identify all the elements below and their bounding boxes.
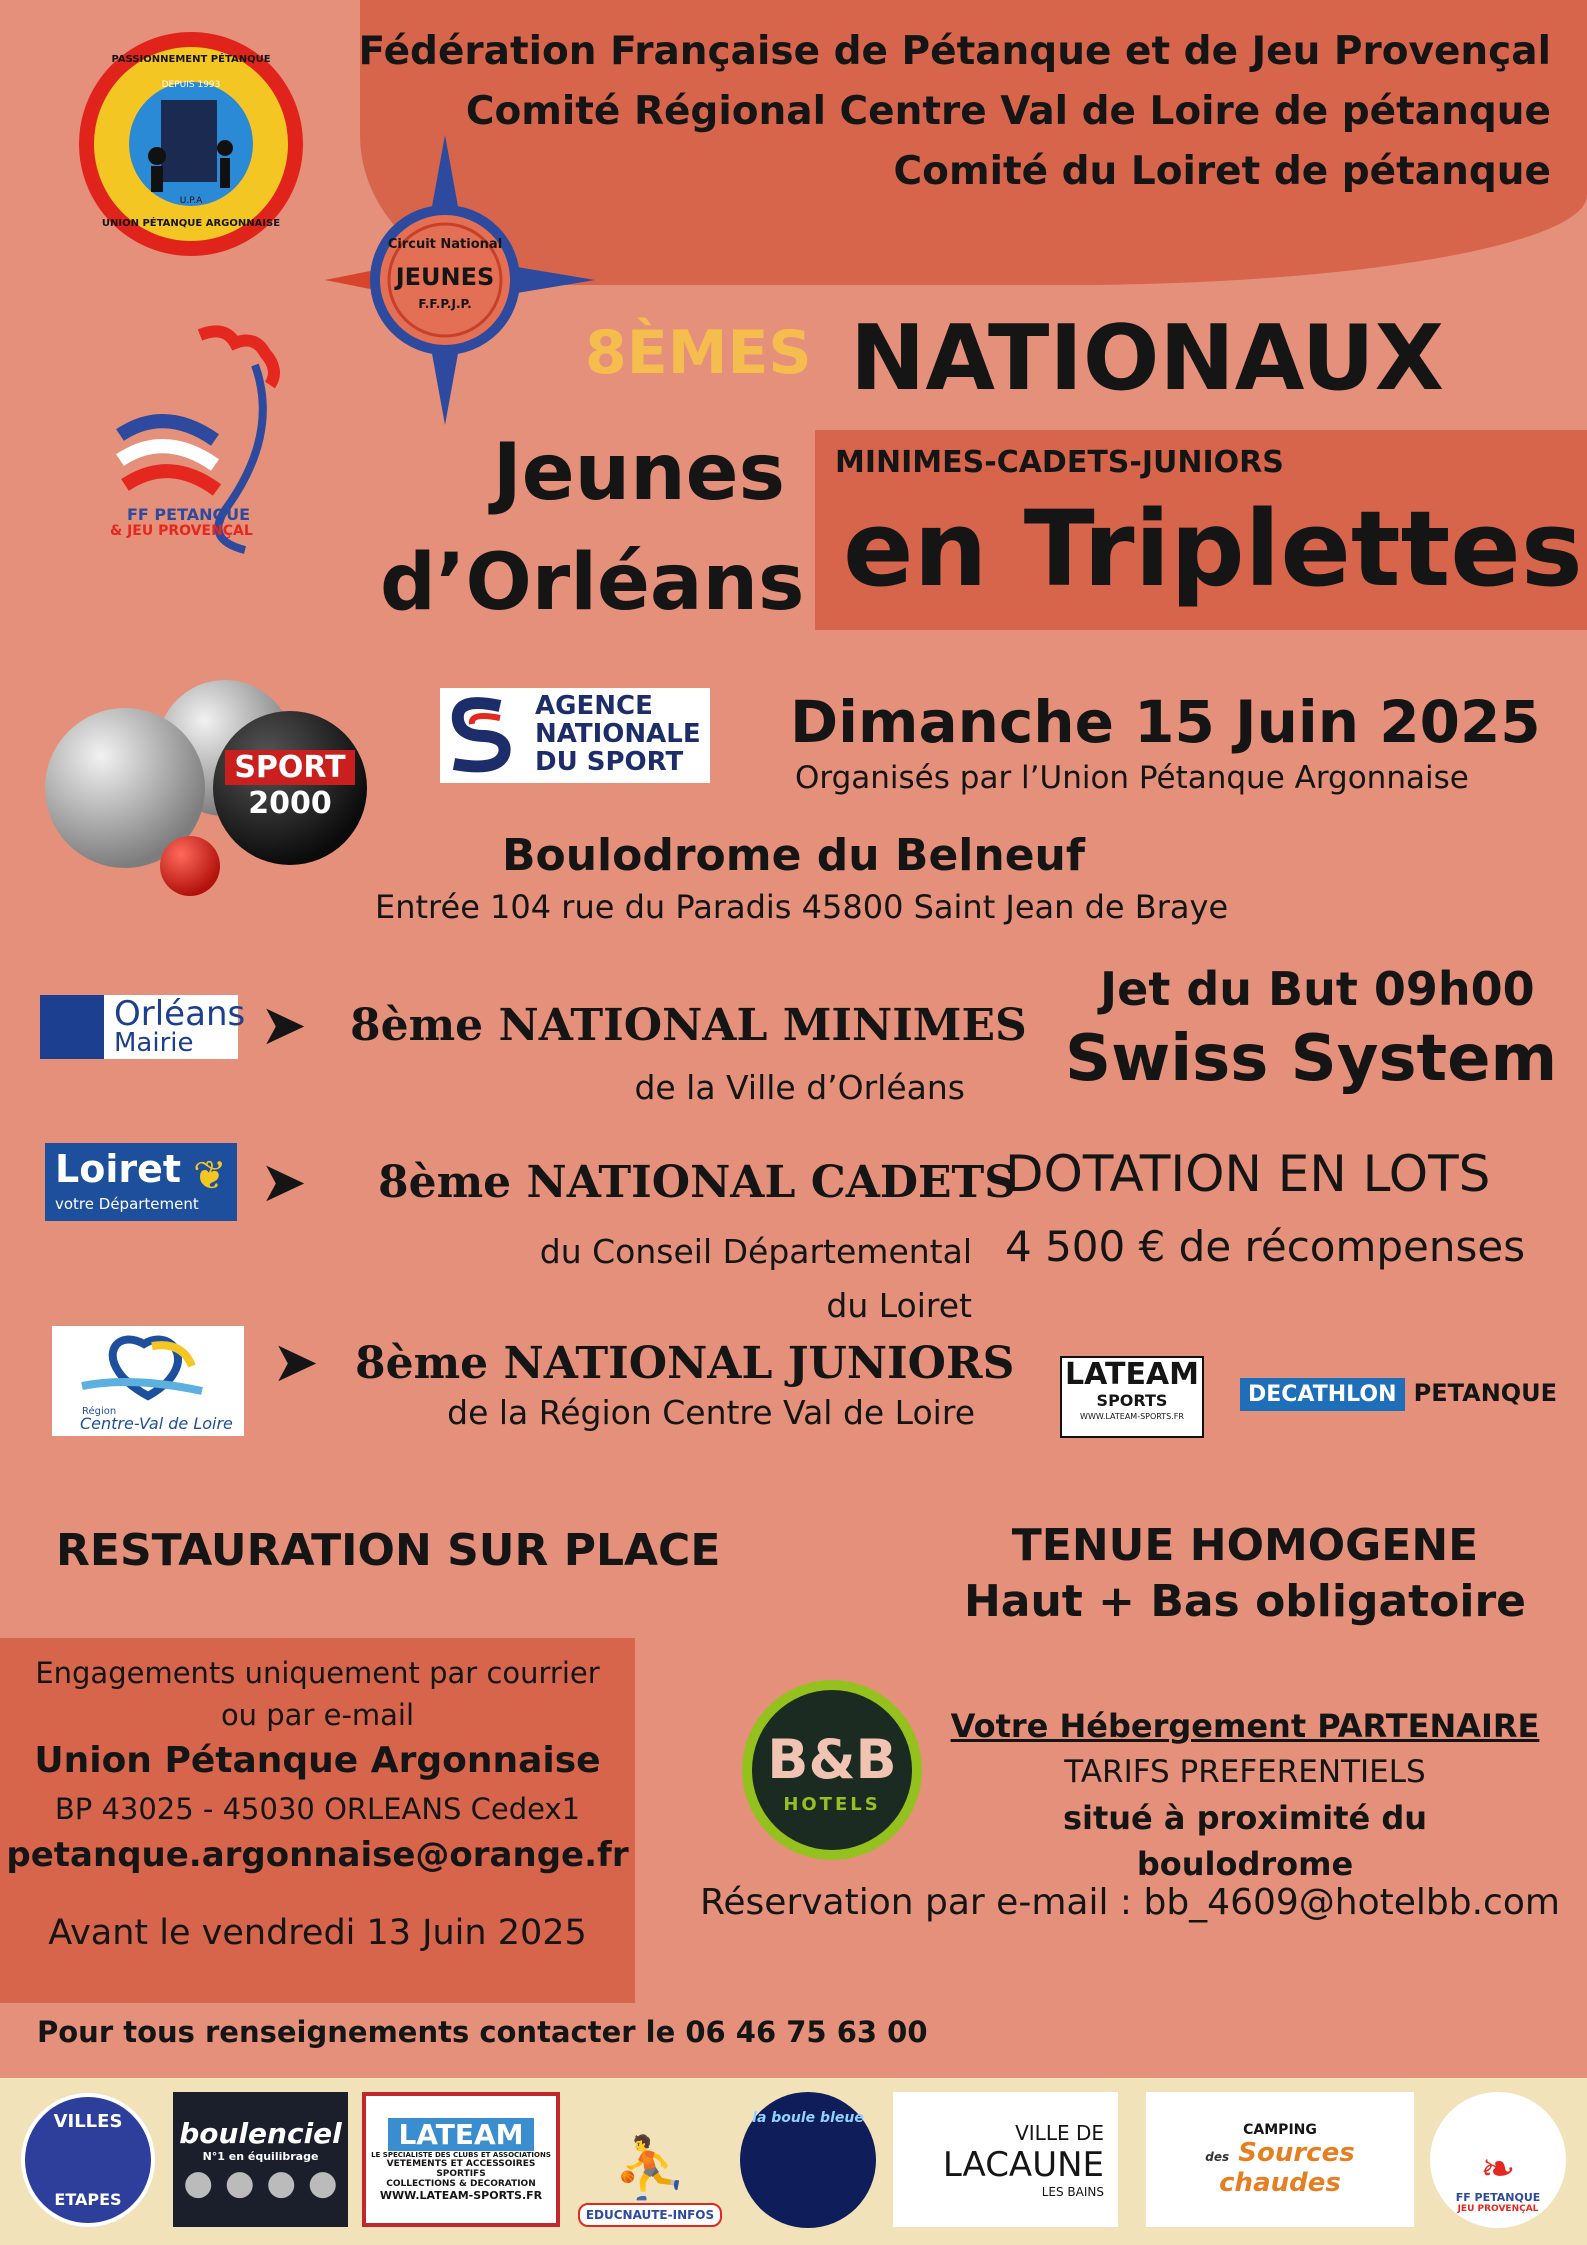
boulenciel-logo bbox=[173, 2092, 348, 2227]
ffp-footer-logo bbox=[1428, 2092, 1568, 2227]
tenue-line-1: TENUE HOMOGENE bbox=[1011, 1520, 1479, 1571]
region-heart-icon bbox=[52, 1326, 244, 1406]
educnaute-logo bbox=[575, 2092, 725, 2227]
venue-address: Entrée 104 rue du Paradis 45800 Saint Jean de Braye bbox=[375, 888, 1229, 926]
villes-etapes-text: ETAPES bbox=[54, 2189, 122, 2209]
organizer: Organisés par l’Union Pétanque Argonnaise bbox=[795, 760, 1469, 796]
ffp-line1: FF PETANQUE bbox=[127, 505, 251, 524]
villes-etapes-logo bbox=[18, 2092, 158, 2227]
edition-title: 8ÈMES bbox=[585, 318, 812, 388]
chevron-right-icon: ➤ bbox=[260, 1150, 307, 1215]
lateam-sports-logo bbox=[1060, 1356, 1204, 1438]
circuit-sub: F.F.P.J.P. bbox=[418, 297, 472, 311]
engagements-line-1: Engagements uniquement par courrier bbox=[35, 1656, 600, 1690]
camping-text-2: Sources bbox=[1238, 2137, 1355, 2168]
dotation: DOTATION EN LOTS bbox=[1005, 1145, 1491, 1203]
categories-label: MINIMES-CADETS-JUNIORS bbox=[835, 445, 1284, 480]
lateam-sports-text-1: LATEAM bbox=[1064, 1357, 1200, 1392]
chevron-right-icon: ➤ bbox=[272, 1330, 319, 1395]
engagements-deadline: Avant le vendredi 13 Juin 2025 bbox=[48, 1913, 587, 1953]
ff-petanque-logo bbox=[105, 325, 315, 560]
upa-logo bbox=[75, 28, 307, 260]
circuit-main: JEUNES bbox=[395, 263, 495, 291]
hotel-reservation: Réservation par e-mail : bb_4609@hotelbb.com bbox=[700, 1882, 1560, 1923]
ffp-footer-text-1: FF PETANQUE bbox=[1455, 2190, 1541, 2204]
national-minimes-sub: de la Ville d’Orléans bbox=[634, 1068, 965, 1107]
ffp-footer-text-2: JEU PROVENÇAL bbox=[1457, 2203, 1539, 2214]
loiret-logo bbox=[45, 1143, 237, 1221]
prizes: 4 500 € de récompenses bbox=[1005, 1222, 1526, 1271]
sport2000-text-2: 2000 bbox=[248, 786, 332, 821]
ans-logo bbox=[440, 688, 710, 783]
national-cadets-sub-2: du Loiret bbox=[826, 1286, 972, 1325]
ans-line2: NATIONALE bbox=[535, 719, 701, 749]
contact-line: Pour tous renseignements contacter le 06 46 75 63 00 bbox=[37, 2015, 928, 2049]
upa-mid-text: U.P.A bbox=[179, 196, 203, 206]
jet-du-but: Jet du But 09h00 bbox=[1100, 962, 1535, 1016]
lateam-banner-url: WWW.LATEAM-SPORTS.FR bbox=[379, 2188, 543, 2202]
decathlon-petanque-text: PETANQUE bbox=[1413, 1379, 1558, 1407]
lateam-sports-text-2: SPORTS bbox=[1096, 1391, 1168, 1410]
region-logo bbox=[52, 1326, 244, 1436]
orleans-text-1: Orléans bbox=[114, 994, 246, 1034]
lateam-sports-text-3: WWW.LATEAM-SPORTS.FR bbox=[1080, 1412, 1184, 1421]
camping-logo bbox=[1146, 2092, 1414, 2227]
bb-hotels-logo bbox=[742, 1680, 922, 1860]
engagements-line-2: ou par e-mail bbox=[220, 1698, 415, 1732]
sport2000-text-1: SPORT bbox=[225, 750, 355, 785]
ans-line1: AGENCE bbox=[535, 691, 653, 721]
boulenciel-sub: N°1 en équilibrage bbox=[202, 2149, 319, 2163]
rooster-icon: ❧ bbox=[1480, 2143, 1516, 2193]
lateam-banner-logo bbox=[362, 2092, 560, 2227]
venue: Boulodrome du Belneuf bbox=[501, 830, 1086, 881]
loiret-text-1: Loiret bbox=[55, 1147, 182, 1191]
circuit-national-logo bbox=[325, 135, 595, 425]
hotel-situe: situé à proximité du boulodrome bbox=[1062, 1799, 1428, 1883]
engagements-bp: BP 43025 - 45030 ORLEANS Cedex1 bbox=[54, 1792, 581, 1826]
national-cadets: 8ème NATIONAL CADETS bbox=[378, 1157, 1017, 1208]
hotel-tarifs: TARIFS PREFERENTIELS bbox=[1064, 1754, 1426, 1790]
educnaute-text: EDUCNAUTE-INFOS bbox=[578, 2203, 722, 2227]
engagements-block bbox=[0, 1652, 635, 1958]
bb-text: B&B bbox=[767, 1728, 897, 1791]
lacaune-logo bbox=[893, 2092, 1118, 2227]
lacaune-text-1: VILLE DE bbox=[1015, 2120, 1104, 2145]
orleans-text-2: Mairie bbox=[114, 1028, 194, 1058]
region-text-2: Centre-Val de Loire bbox=[80, 1414, 233, 1433]
national-juniors: 8ème NATIONAL JUNIORS bbox=[355, 1338, 1015, 1389]
boule-bleue-text: la boule bleue bbox=[752, 2109, 864, 2126]
chevron-right-icon: ➤ bbox=[260, 993, 307, 1058]
hotel-block bbox=[950, 1703, 1540, 1887]
region-text-1: Région bbox=[82, 1406, 117, 1417]
villes-text: VILLES bbox=[53, 2110, 123, 2132]
loiret-leaf-icon: ❦ bbox=[193, 1153, 227, 1199]
orleans-logo bbox=[40, 994, 246, 1059]
orleans-word: d’Orléans bbox=[380, 538, 805, 628]
upa-top-text: PASSIONNEMENT PÉTANQUE bbox=[111, 54, 271, 65]
loiret-text-2: votre Département bbox=[55, 1195, 199, 1213]
jeunes-word: Jeunes bbox=[492, 428, 785, 518]
triplettes-title: en Triplettes bbox=[843, 488, 1583, 610]
camping-text-3: chaudes bbox=[1219, 2167, 1341, 2198]
jeunes-orleans-title bbox=[380, 418, 805, 638]
lateam-banner-line: VETEMENTS ET ACCESSOIRES SPORTIFS bbox=[386, 2158, 536, 2179]
boules-icon: ● ● ● ● bbox=[183, 2162, 338, 2203]
boulenciel-text: boulenciel bbox=[179, 2116, 342, 2150]
ffp-line2: & JEU PROVENÇAL bbox=[110, 523, 253, 539]
swiss-system: Swiss System bbox=[1065, 1022, 1558, 1096]
lacaune-text-3: LES BAINS bbox=[1041, 2184, 1104, 2199]
nationaux-title: NATIONAUX bbox=[850, 306, 1445, 411]
tenue-line-2: Haut + Bas obligatoire bbox=[963, 1576, 1527, 1627]
bb-hotels-text: HOTELS bbox=[783, 1794, 881, 1815]
lateam-banner-line2: COLLECTIONS & DECORATION bbox=[386, 2178, 536, 2189]
camping-text-1: CAMPING bbox=[1243, 2121, 1317, 2138]
upa-year-text: DEPUIS 1993 bbox=[161, 80, 221, 90]
federation-line: Fédération Française de Pétanque et de Jeu Provençal bbox=[358, 29, 1551, 74]
decathlon-logo bbox=[1240, 1378, 1557, 1411]
engagements-club: Union Pétanque Argonnaise bbox=[34, 1740, 601, 1781]
lateam-banner-title: LATEAM bbox=[388, 2118, 533, 2151]
decathlon-text: DECATHLON bbox=[1240, 1378, 1405, 1411]
upa-bottom-text: UNION PÉTANQUE ARGONNAISE bbox=[101, 218, 281, 229]
ans-s-icon bbox=[440, 688, 520, 783]
event-date: Dimanche 15 Juin 2025 bbox=[790, 688, 1541, 756]
restauration: RESTAURATION SUR PLACE bbox=[56, 1525, 721, 1576]
orleans-mark-icon bbox=[40, 995, 104, 1059]
ans-line3: DU SPORT bbox=[535, 747, 684, 777]
hotel-title: Votre Hébergement PARTENAIRE bbox=[950, 1707, 1540, 1745]
circuit-label: Circuit National bbox=[387, 237, 503, 252]
national-juniors-sub: de la Région Centre Val de Loire bbox=[447, 1393, 975, 1432]
france-map-icon: ⛹ bbox=[612, 2133, 688, 2203]
lacaune-text-2: LACAUNE bbox=[942, 2144, 1104, 2185]
lateam-banner-sub: LE SPECIALISTE DES CLUBS ET ASSOCIATIONS bbox=[371, 2150, 551, 2159]
regional-committee-line: Comité Régional Centre Val de Loire de pétanque bbox=[465, 89, 1551, 134]
tenue-block bbox=[960, 1518, 1530, 1630]
camping-des: des bbox=[1205, 2149, 1230, 2164]
boule-bleue-logo bbox=[738, 2092, 878, 2227]
national-minimes: 8ème NATIONAL MINIMES bbox=[350, 1000, 1027, 1051]
engagements-email: petanque.argonnaise@orange.fr bbox=[6, 1835, 629, 1875]
loiret-committee-line: Comité du Loiret de pétanque bbox=[893, 149, 1551, 194]
national-cadets-sub-1: du Conseil Départemental bbox=[539, 1232, 972, 1271]
